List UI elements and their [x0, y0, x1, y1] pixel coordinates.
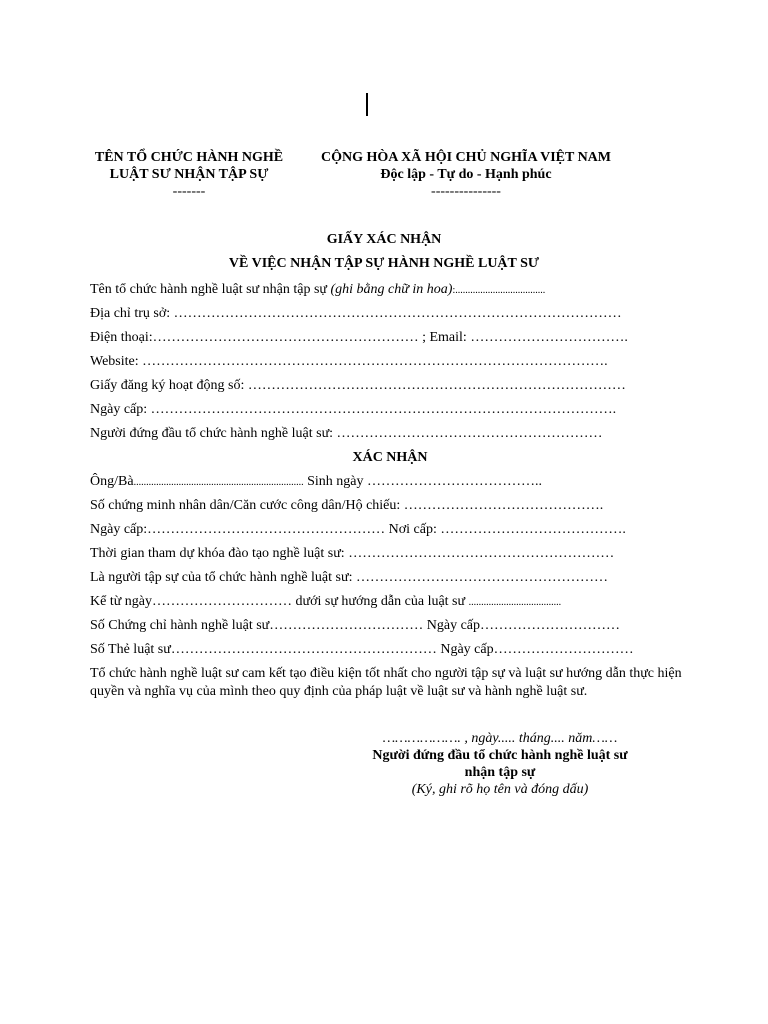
head-of-org-field: Người đứng đầu tổ chức hành nghề luật sư: ………………………………………………… [90, 426, 603, 441]
text-cursor [366, 93, 368, 116]
nation-name: CỘNG HÒA XÃ HỘI CHỦ NGHĨA VIỆT NAM [320, 150, 611, 165]
signature-block [354, 730, 646, 798]
license-field: Giấy đăng ký hoạt động số: ……………………………………………………………………… [90, 378, 626, 393]
lawyer-card-field: Số Thẻ luật sư………………………………………………… Ngày cấp………………………… [90, 642, 634, 657]
from-date-field [90, 590, 690, 614]
org-name-line1: TÊN TỔ CHỨC HÀNH NGHỀ [94, 150, 284, 165]
person-label: Ông/Bà [90, 474, 134, 489]
signature-note: (Ký, ghi rõ họ tên và đóng dấu) [411, 782, 589, 797]
supervisor-fill: ..................................... [468, 597, 562, 608]
id-number-field: Số chứng minh nhân dân/Căn cước công dân/Hộ chiếu: ……………………………………. [90, 498, 604, 513]
commitment-paragraph: Tổ chức hành nghề luật sư cam kết tạo điều kiện tốt nhất cho người tập sự và luật sư hướng dẫn thực hiện quyền và nghĩa vụ của mình theo quy định của pháp luật về luật sư và hành nghề luật sư. [90, 666, 682, 699]
document-title: GIẤY XÁC NHẬN [326, 232, 442, 247]
org-name-label: Tên tổ chức hành nghề luật sư nhận tập sự [90, 282, 331, 297]
signature-date: ………………. , ngày..... tháng.... năm…… [382, 731, 618, 746]
training-field: Thời gian tham dự khóa đào tạo nghề luật sư: ………………………………………………… [90, 546, 615, 561]
document-body [90, 278, 690, 701]
address-field: Địa chỉ trụ sở: …………………………………………………………………………………… [90, 306, 622, 321]
phone-label: Điện thoại:………………………………………………… ; Email: [90, 330, 471, 345]
signer-title-line2: nhận tập sự [464, 765, 536, 780]
document-subtitle: VỀ VIỆC NHẬN TẬP SỰ HÀNH NGHỀ LUẬT SƯ [228, 256, 540, 271]
nation-divider: --------------- [431, 184, 501, 199]
organization-header [80, 149, 298, 200]
id-issue-field: Ngày cấp:…………………………………………… Nơi cấp: …………………………………. [90, 522, 626, 537]
org-name-fill: :.................................... [452, 285, 546, 296]
email-fill: ……………………………. [470, 330, 628, 345]
person-fill: .................................................................... [133, 477, 304, 488]
national-header [306, 149, 626, 200]
phone-email-field [90, 326, 690, 350]
nation-motto: Độc lập - Tự do - Hạnh phúc [380, 167, 552, 182]
certificate-field: Số Chứng chỉ hành nghề luật sư…………………………… Ngày cấp………………………… [90, 618, 621, 633]
person-field [90, 470, 690, 494]
from-date-label: Kể từ ngày………………………… dưới sự hướng dẫn của luật sư [90, 594, 469, 609]
org-name-line2: LUẬT SƯ NHẬN TẬP SỰ [109, 167, 269, 182]
website-field: Website: ………………………………………………………………………………………. [90, 354, 608, 369]
confirm-section-title: XÁC NHẬN [352, 450, 428, 465]
intern-of-field: Là người tập sự của tổ chức hành nghề luật sư: ……………………………………………… [90, 570, 608, 585]
org-name-hint: (ghi bằng chữ in hoa) [330, 282, 453, 297]
birth-date-label: Sinh ngày ……………………………….. [303, 474, 542, 489]
org-name-field [90, 278, 690, 302]
org-divider: ------- [172, 184, 206, 199]
issue-date-field: Ngày cấp: ………………………………………………………………………………………. [90, 402, 617, 417]
signer-title-line1: Người đứng đầu tổ chức hành nghề luật sư [372, 748, 628, 763]
